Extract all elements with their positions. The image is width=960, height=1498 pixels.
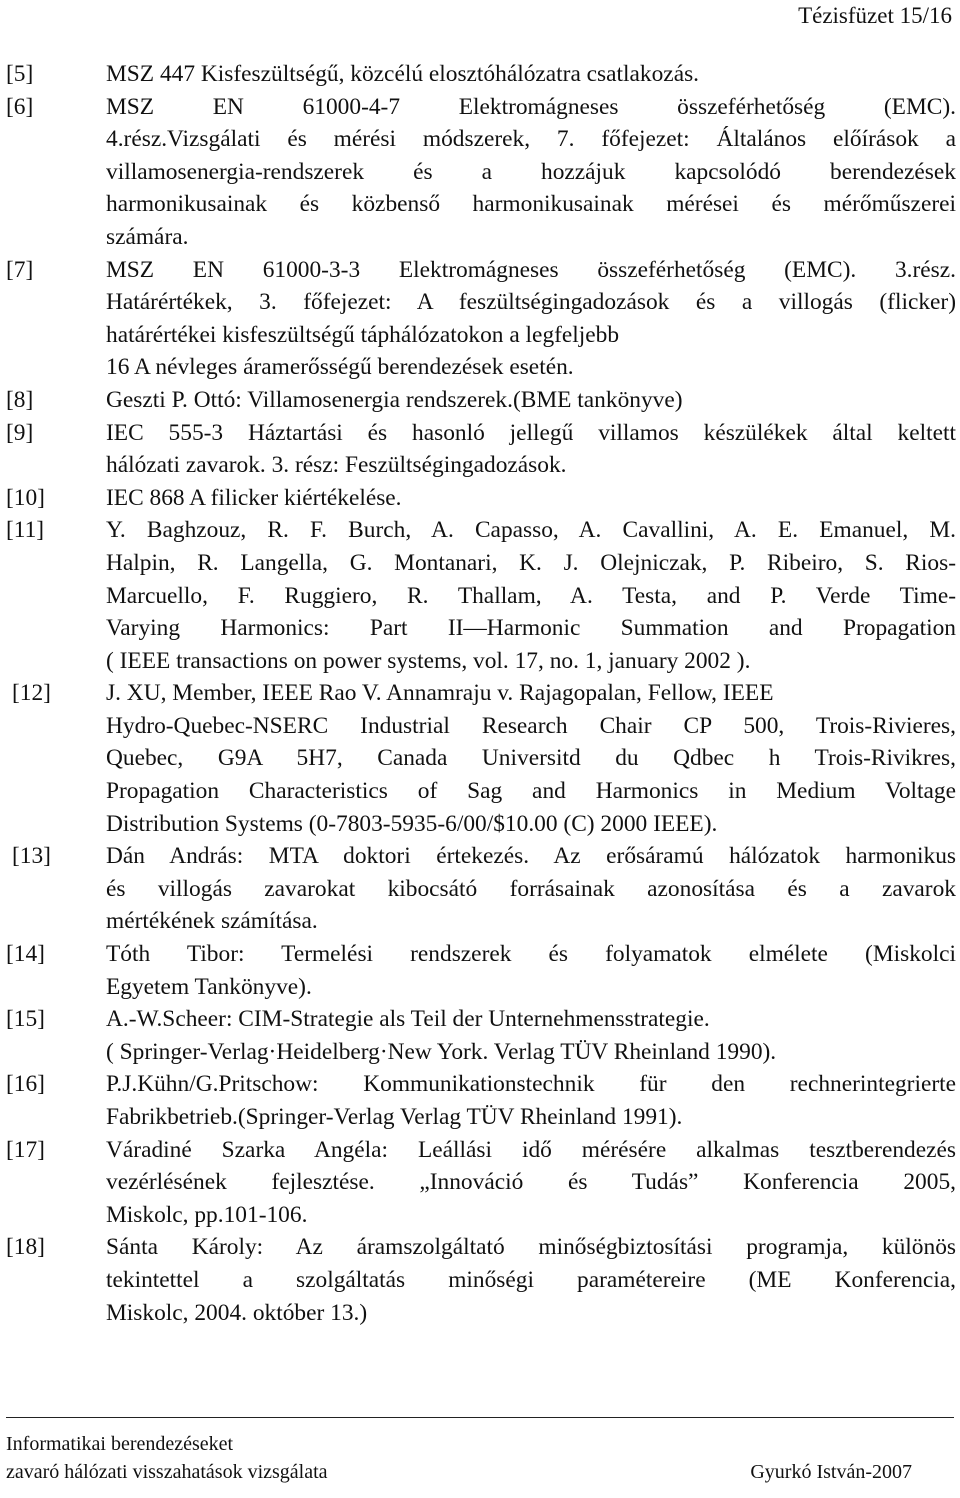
reference-list xyxy=(6,58,956,1329)
reference-line: Váradiné Szarka Angéla: Leállási idő mérésére alkalmas tesztberendezés xyxy=(106,1136,956,1163)
reference-item xyxy=(6,1134,956,1232)
reference-line: 16 A névleges áramerősségű berendezések esetén. xyxy=(106,354,574,381)
reference-line: Dán András: MTA doktori értekezés. Az erősáramú hálózatok harmonikus xyxy=(106,843,956,870)
reference-line: Varying Harmonics: Part II—Harmonic Summation and Propagation xyxy=(106,615,956,642)
reference-item xyxy=(6,840,956,938)
reference-number: [7] xyxy=(6,256,34,283)
reference-item xyxy=(6,254,956,384)
reference-line: Quebec, G9A 5H7, Canada Universitd du Qdbec h Trois-Rivikres, xyxy=(106,745,956,772)
reference-line: határértékei kisfeszültségű táphálózatokon a legfeljebb xyxy=(106,321,620,348)
reference-line: P.J.Kühn/G.Pritschow: Kommunikationstechnik für den rechnerintegrierte xyxy=(106,1071,956,1098)
reference-number: [9] xyxy=(6,419,34,446)
page-footer xyxy=(6,1430,912,1486)
reference-line: Geszti P. Ottó: Villamosenergia rendszerek.(BME tankönyve) xyxy=(106,386,683,413)
reference-item xyxy=(6,514,956,677)
reference-text xyxy=(106,1134,956,1232)
reference-line: J. XU, Member, IEEE Rao V. Annamraju v. Rajagopalan, Fellow, IEEE xyxy=(106,680,774,707)
reference-text xyxy=(106,1003,956,1068)
page-header xyxy=(798,2,952,30)
reference-line: MSZ 447 Kisfeszültségű, közcélú elosztóhálózatra csatlakozás. xyxy=(106,61,700,87)
reference-line: Tóth Tibor: Termelési rendszerek és folyamatok elmélete (Miskolci xyxy=(106,941,956,968)
reference-item xyxy=(6,417,956,482)
reference-text xyxy=(106,938,956,1003)
footer-title-line-1: Informatikai berendezéseket xyxy=(6,1433,234,1455)
reference-line: Miskolc, 2004. október 13.) xyxy=(106,1299,368,1326)
reference-text xyxy=(106,677,956,840)
reference-item xyxy=(6,58,956,91)
reference-number: [12] xyxy=(12,680,51,707)
reference-line: és villogás zavarokat kibocsátó forrásainak azonosítása és a zavarok xyxy=(106,875,956,902)
reference-text xyxy=(106,840,956,938)
reference-line: Halpin, R. Langella, G. Montanari, K. J. Olejniczak, P. Ribeiro, S. Rios- xyxy=(106,549,956,576)
reference-line: Miskolc, pp.101-106. xyxy=(106,1201,308,1228)
reference-number: [8] xyxy=(6,386,34,413)
reference-item xyxy=(6,677,956,840)
reference-number: [15] xyxy=(6,1006,45,1033)
reference-number: [13] xyxy=(12,843,51,870)
reference-text xyxy=(106,1068,956,1133)
reference-line: MSZ EN 61000-4-7 Elektromágneses összeférhetőség (EMC). xyxy=(106,93,956,120)
reference-line: Határértékek, 3. főfejezet: A feszültségingadozások és a villogás (flicker) xyxy=(106,289,956,316)
reference-line: IEC 868 A filicker kiértékelése. xyxy=(106,484,402,511)
reference-text xyxy=(106,1231,956,1329)
footer-author: Gyurkó István-2007 xyxy=(750,1461,912,1483)
reference-line: Marcuello, F. Ruggiero, R. Thallam, A. Testa, and P. Verde Time- xyxy=(106,582,956,609)
reference-text xyxy=(106,58,956,91)
reference-line: hálózati zavarok. 3. rész: Feszültségingadozások. xyxy=(106,452,567,479)
reference-item xyxy=(6,1068,956,1133)
reference-line: Distribution Systems (0-7803-5935-6/00/$10.00 (C) 2000 IEEE). xyxy=(106,810,718,837)
reference-line: tekintettel a szolgáltatás minőségi paramétereire (ME Konferencia, xyxy=(106,1266,956,1293)
footer-divider xyxy=(6,1417,954,1418)
reference-number: [10] xyxy=(6,484,45,511)
reference-line: harmonikusainak és közbenső harmonikusainak mérései és mérőműszerei xyxy=(106,191,956,218)
reference-line: villamosenergia-rendszerek és a hozzájuk kapcsolódó berendezések xyxy=(106,158,956,185)
reference-number: [17] xyxy=(6,1136,45,1163)
reference-line: ( IEEE transactions on power systems, vol. 17, no. 1, january 2002 ). xyxy=(106,647,751,674)
reference-line: Hydro-Quebec-NSERC Industrial Research Chair CP 500, Trois-Rivieres, xyxy=(106,712,956,739)
reference-item xyxy=(6,91,956,254)
reference-line: mértékének számítása. xyxy=(106,908,318,935)
reference-line: ( Springer-Verlag·Heidelberg·New York. Verlag TÜV Rheinland 1990). xyxy=(106,1038,777,1065)
reference-number: [5] xyxy=(6,61,34,87)
reference-text xyxy=(106,482,956,515)
reference-line: MSZ EN 61000-3-3 Elektromágneses összeférhetőség (EMC). 3.rész. xyxy=(106,256,956,283)
reference-item xyxy=(6,1003,956,1068)
reference-text xyxy=(106,417,956,482)
reference-line: Y. Baghzouz, R. F. Burch, A. Capasso, A. Cavallini, A. E. Emanuel, M. xyxy=(106,517,956,544)
page-label: Tézisfüzet 15/16 xyxy=(798,3,952,28)
reference-number: [6] xyxy=(6,93,34,120)
reference-line: Propagation Characteristics of Sag and Harmonics in Medium Voltage xyxy=(106,778,956,805)
reference-text xyxy=(106,254,956,384)
reference-number: [14] xyxy=(6,941,45,968)
reference-text xyxy=(106,384,956,417)
reference-number: [16] xyxy=(6,1071,45,1098)
reference-line: számára. xyxy=(106,223,189,250)
reference-text xyxy=(106,514,956,677)
reference-line: 4.rész.Vizsgálati és mérési módszerek, 7. főfejezet: Általános előírások a xyxy=(106,126,956,153)
footer-title-line-2: zavaró hálózati visszahatások vizsgálata xyxy=(6,1461,328,1483)
reference-line: A.-W.Scheer: CIM-Strategie als Teil der Unternehmensstrategie. xyxy=(106,1006,710,1033)
reference-line: vezérlésének fejlesztése. „Innováció és Tudás” Konferencia 2005, xyxy=(106,1169,956,1196)
reference-number: [11] xyxy=(6,517,45,544)
reference-item xyxy=(6,938,956,1003)
reference-line: Fabrikbetrieb.(Springer-Verlag Verlag TÜV Rheinland 1991). xyxy=(106,1104,683,1130)
reference-item xyxy=(6,482,956,515)
reference-item xyxy=(6,1231,956,1329)
reference-item xyxy=(6,384,956,417)
reference-line: Egyetem Tankönyve). xyxy=(106,973,312,1000)
reference-text xyxy=(106,91,956,254)
reference-line: IEC 555-3 Háztartási és hasonló jellegű villamos készülékek által keltett xyxy=(106,419,956,446)
reference-line: Sánta Károly: Az áramszolgáltató minőségbiztosítási programja, különös xyxy=(106,1234,956,1261)
reference-number: [18] xyxy=(6,1234,45,1261)
